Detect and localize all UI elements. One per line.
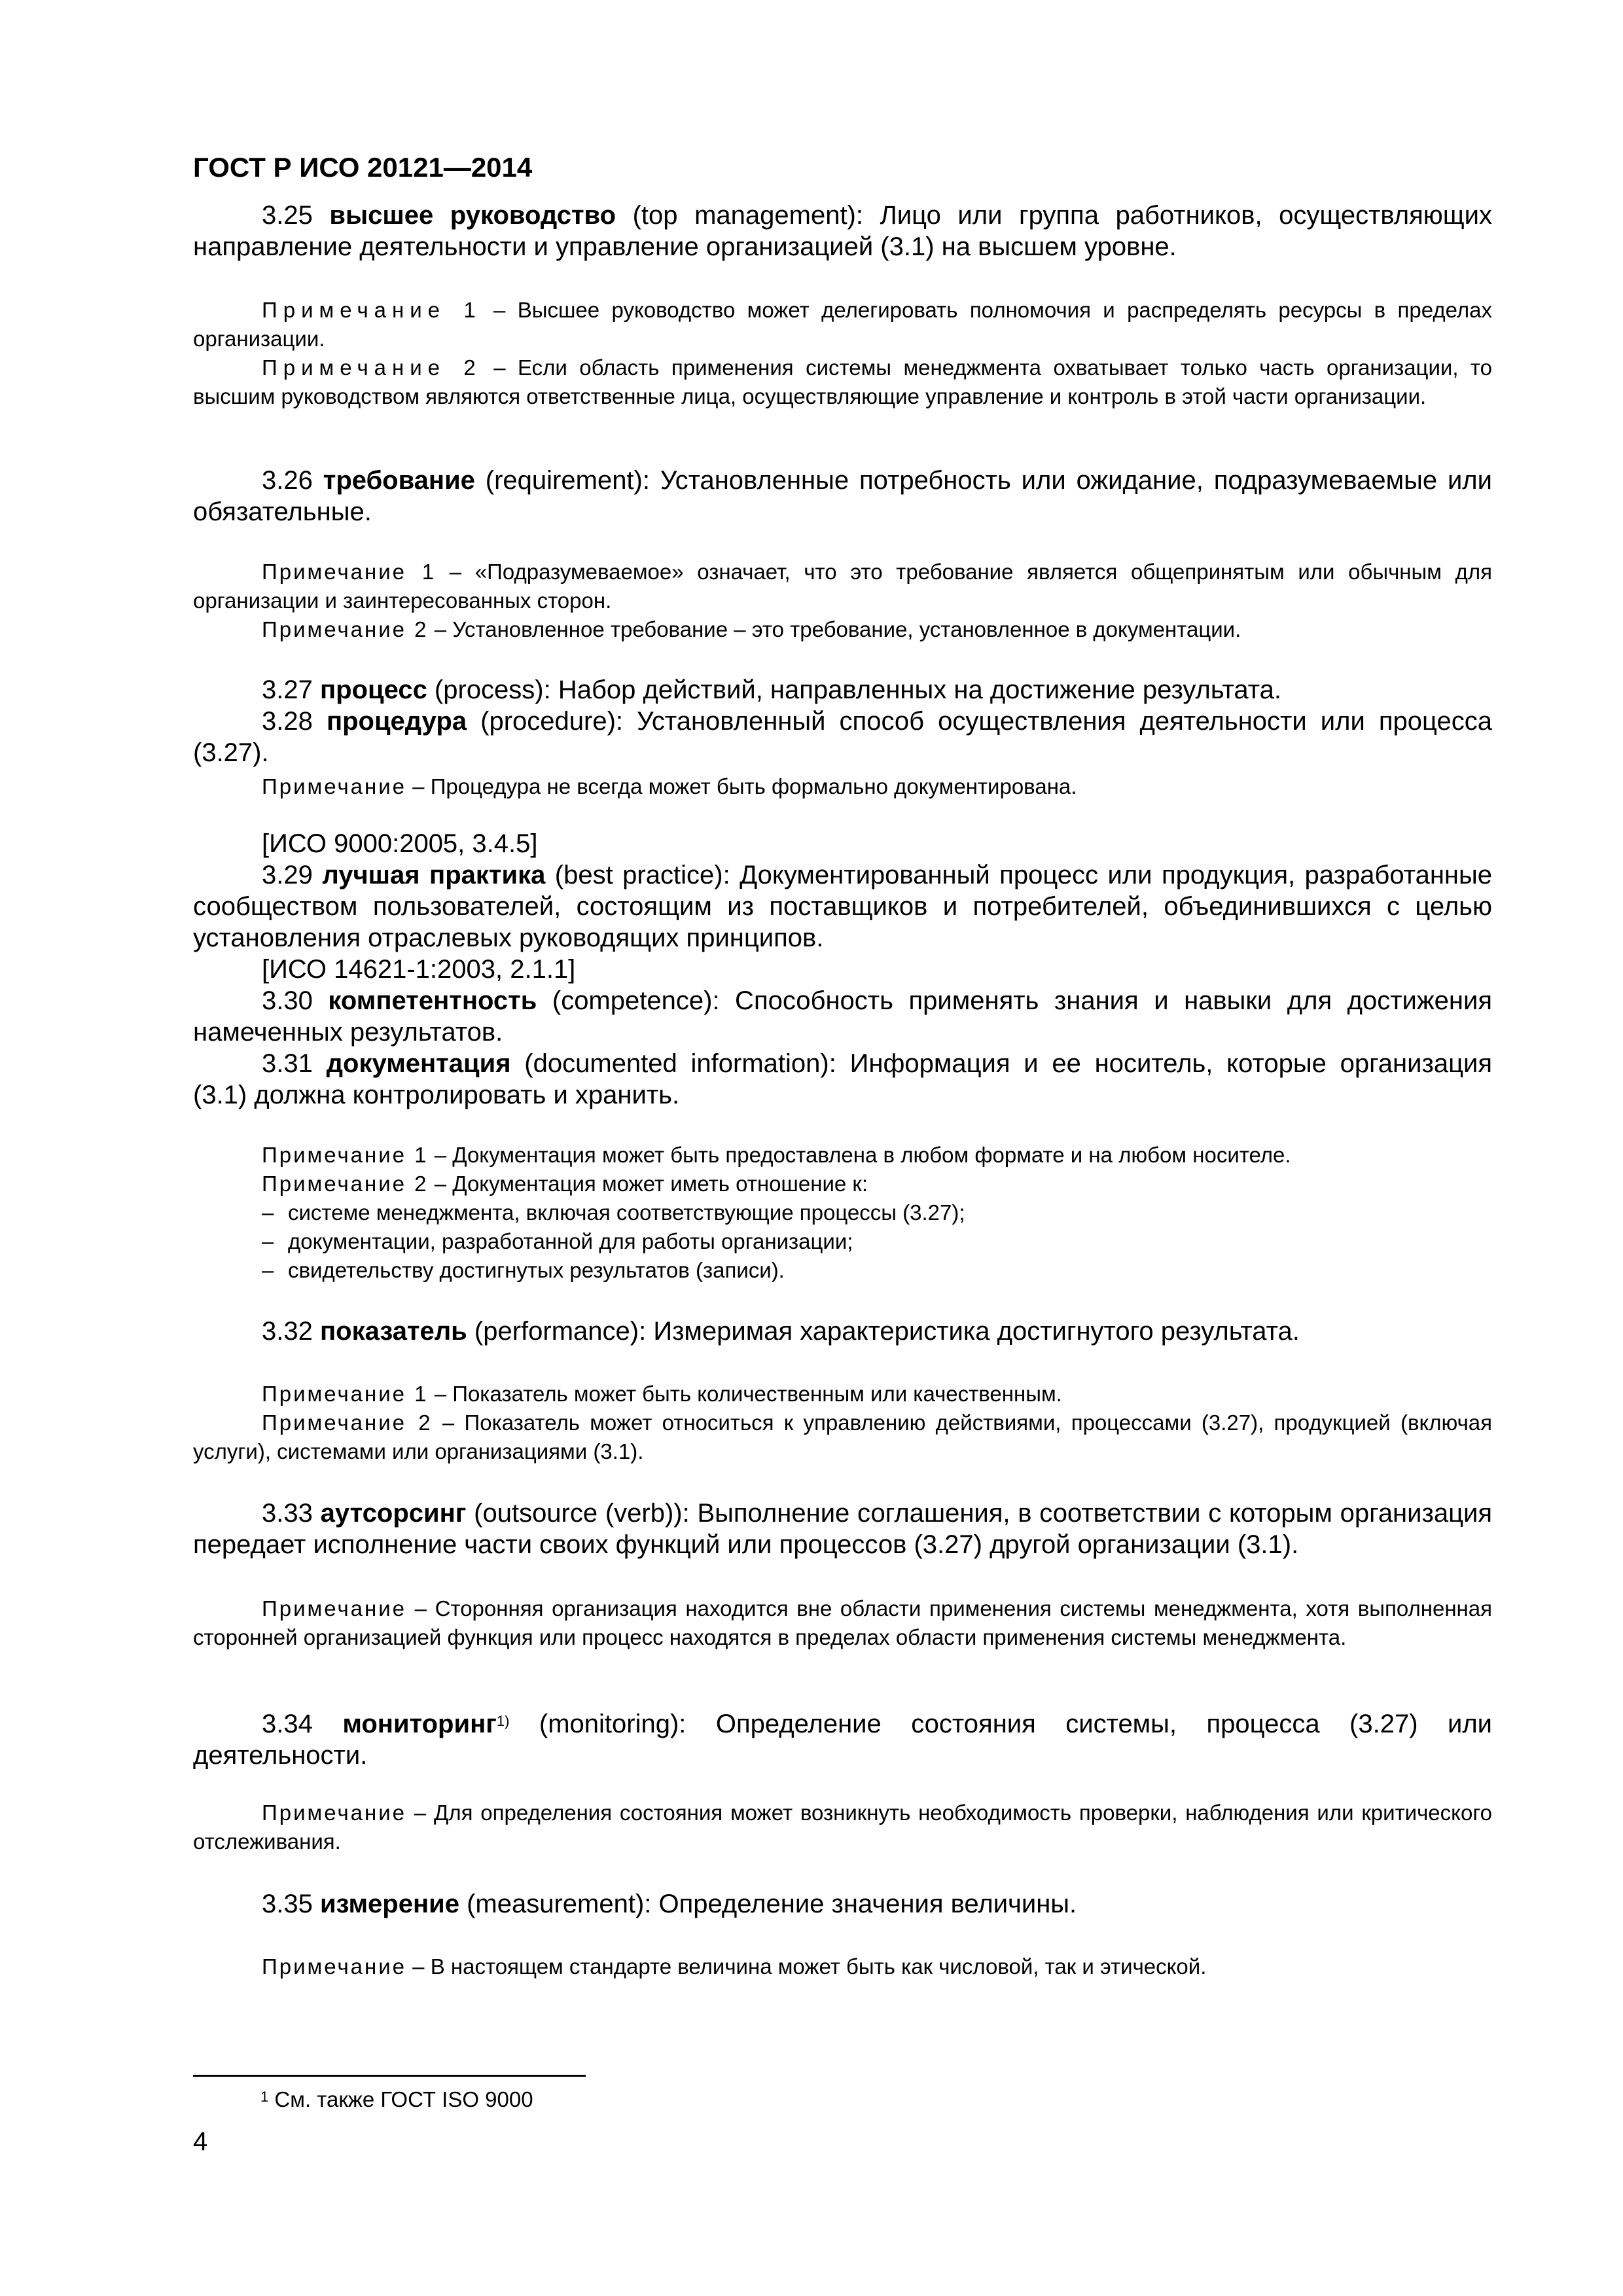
note [193,1380,1492,1408]
definition-text: (documented information): Информация и ее носитель, которые организация (3.1) должна контролировать и хранить. [193,1049,1492,1109]
definition-text: (monitoring): Определение состояния системы, процесса (3.27) или деятельности. [193,1710,1492,1770]
footnote-marker: 1) [496,1713,510,1729]
note-text: – Установленное требование – это требование, установленное в документации. [428,617,1241,641]
clause-3-33-note [193,1594,1492,1652]
term-definition [193,1708,1492,1771]
note [193,1952,1492,1981]
clause-3-31-notes [193,1141,1492,1285]
term-definition [193,985,1492,1048]
term: лучшая практика [322,861,546,889]
definition-text: (outsource (verb)): Выполнение соглашения, в соответствии с которым организация передает исполнение части своих функций или процессов (3.27) другой организации (3.1). [193,1499,1492,1559]
note [193,772,1492,801]
term-definition [193,1316,1492,1347]
clause-number: 3.27 [262,675,313,704]
clause-3-28-note [193,772,1492,801]
term: документация [326,1049,511,1078]
note-text: – Высшее руководство может делегировать полномочия и распределять ресурсы в пределах организации. [193,298,1492,351]
note-text: – В настоящем стандарте величина может быть как числовой, так и этической. [406,1954,1207,1979]
definition-text: (requirement): Установленные потребность или ожидание, подразумеваемые или обязательные. [193,466,1492,526]
term-definition [193,706,1492,768]
page-number: 4 [193,2127,208,2156]
term: измерение [319,1890,459,1918]
note [193,1799,1492,1856]
note-label: Примечание 2 [262,1172,429,1196]
term-definition [193,859,1492,954]
term: требование [323,466,475,495]
note [193,1408,1492,1466]
note [193,1141,1492,1170]
footnote-text: См. также ГОСТ ISO 9000 [268,2087,533,2111]
note [193,615,1492,644]
term: высшее руководство [329,201,616,230]
note-label: Примечание 1 [262,1382,429,1406]
definition-text: (top management): Лицо или группа работников, осуществляющих направление деятельности и управление организацией (3.1) на высшем уровне. [193,201,1492,261]
note [193,558,1492,615]
clause-number: 3.35 [262,1890,313,1918]
clause-number: 3.31 [262,1049,313,1078]
term: мониторинг [342,1710,497,1738]
note-label: Примечание [262,1596,407,1621]
clause-3-27 [193,674,1492,768]
note [193,296,1492,353]
document-header: ГОСТ Р ИСО 20121—2014 [193,152,533,183]
clause-3-32-notes [193,1380,1492,1466]
note-text: – Документация может иметь отношение к: [428,1172,868,1196]
clause-3-26-notes [193,558,1492,644]
definition-text: (competence): Способность применять знания и навыки для достижения намеченных результатов. [193,986,1492,1047]
reference: [ИСО 9000:2005, 3.4.5] [262,829,538,858]
note-label: Примечание [262,1801,407,1825]
note-label: Примечание [262,774,407,798]
note-label: Примечание 1 [262,1143,429,1167]
clause-3-26 [193,465,1492,528]
term: аутсорсинг [320,1499,467,1528]
clause-number: 3.34 [262,1710,313,1738]
list-item: – свидетельству достигнутых результатов (записи). [262,1258,785,1282]
note-text: – Документация может быть предоставлена в любом формате и на любом носителе. [428,1143,1291,1167]
note-label: Примечание 2 [262,355,482,380]
note-text: – Показатель может быть количественным или качественным. [428,1382,1062,1406]
note-label: Примечание [262,1954,407,1979]
clause-number: 3.32 [262,1317,313,1346]
clause-3-34 [193,1708,1492,1771]
footnote [260,2085,533,2114]
clause-3-33 [193,1498,1492,1560]
note-text: – «Подразумеваемое» означает, что это требование является общепринятым или обычным для организации и заинтересованных сторон. [193,560,1492,613]
term: процесс [319,675,427,704]
term: процедура [326,707,467,736]
note [193,353,1492,411]
definition-text: (procedure): Установленный способ осуществления деятельности или процесса (3.27). [193,707,1492,767]
note-text: – Если область применения системы менеджмента охватывает только часть организации, то высшим руководством являются ответственные лица, осуществляющие управление и контроль в этой части организации. [193,355,1493,408]
definition-text: (best practice): Документированный процесс или продукция, разработанные сообществом пользователей, состоящим из поставщиков и потребителей, объединившихся с целью установления отраслевых руководящих принципов. [193,861,1492,952]
clause-number: 3.29 [262,861,313,889]
term-definition [193,1048,1492,1111]
term-definition [193,200,1492,262]
footnote-number: 1 [260,2089,269,2105]
term-definition [193,1498,1492,1560]
term-definition [193,674,1492,706]
term: компетентность [328,986,537,1015]
note-text: – Сторонняя организация находится вне области применения системы менеджмента, хотя выполненная сторонней организацией функция или процесс находятся в пределах области применения системы менеджмента. [193,1596,1492,1649]
note-text: – Процедура не всегда может быть формально документирована. [406,774,1077,798]
list-item: – системе менеджмента, включая соответствующие процессы (3.27); [262,1200,965,1225]
note [193,1594,1492,1652]
definition-text: (process): Набор действий, направленных на достижение результата. [427,675,1282,704]
clause-3-25 [193,200,1492,262]
clause-number: 3.28 [262,707,313,736]
clause-3-35 [193,1888,1492,1920]
clause-3-25-notes [193,296,1492,411]
clause-number: 3.30 [262,986,313,1015]
clause-number: 3.25 [262,201,313,230]
note-text: – Показатель может относиться к управлению действиями, процессами (3.27), продукцией (включая услуги), системами или организациями (3.1). [193,1410,1493,1463]
note-label: Примечание 2 [262,1410,433,1435]
term-definition [193,465,1492,528]
note-label: Примечание 1 [262,298,482,322]
reference: [ИСО 14621-1:2003, 2.1.1] [262,955,576,984]
note-text: – Для определения состояния может возникнуть необходимость проверки, наблюдения или критического отслеживания. [193,1801,1492,1854]
definition-text: (performance): Измеримая характеристика достигнутого результата. [467,1317,1300,1346]
clause-number: 3.26 [262,466,313,495]
clause-3-35-note [193,1952,1492,1981]
clause-number: 3.33 [262,1499,313,1528]
definition-text: (measurement): Определение значения величины. [459,1890,1077,1918]
note-label: Примечание 1 [262,560,437,584]
term-definition [193,1888,1492,1920]
list-item: – документации, разработанной для работы организации; [262,1229,853,1253]
clause-3-34-note [193,1799,1492,1856]
note [193,1170,1492,1198]
clause-3-32 [193,1316,1492,1347]
footnote-divider [193,2075,586,2077]
term: показатель [319,1317,467,1346]
note-label: Примечание 2 [262,617,429,641]
clause-3-29-to-3-31 [193,828,1492,1111]
